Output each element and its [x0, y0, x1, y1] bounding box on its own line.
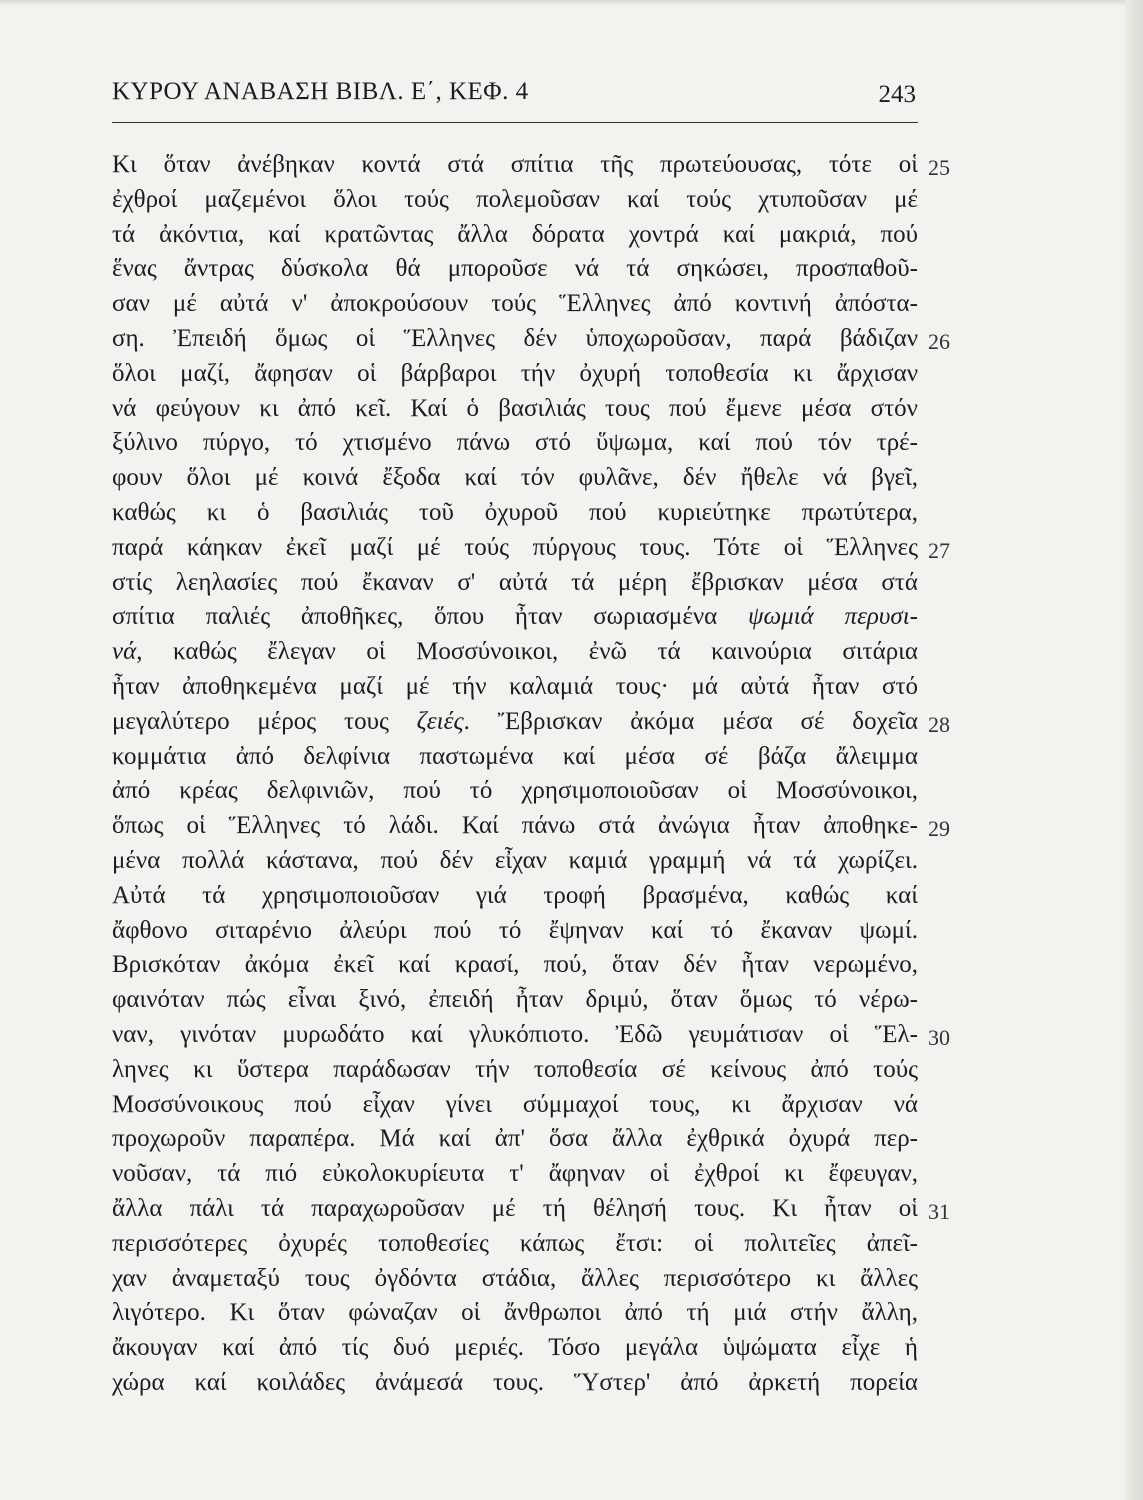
- text-line: παρά κάηκαν ἐκεῖ μαζί μέ τούς πύργους τους. Τότε οἱ Ἕλληνες: [112, 533, 918, 561]
- section-number: 30: [928, 1025, 950, 1050]
- text-line: ἐχθροί μαζεμένοι ὅλοι τούς πολεμοῦσαν καί τούς χτυποῦσαν μέ: [112, 185, 918, 213]
- italic-term: νά: [112, 638, 137, 666]
- page-top-edge: [0, 0, 1143, 6]
- text-line: προχωροῦν παραπέρα. Μά καί ἀπ' ὅσα ἄλλα ἐχθρικά ὀχυρά περ-: [112, 1125, 918, 1153]
- text-line: ση. Ἐπειδή ὅμως οἱ Ἕλληνες δέν ὑποχωροῦσαν, παρά βάδιζαν: [112, 324, 918, 352]
- text-line: Βρισκόταν ἀκόμα ἐκεῖ καί κρασί, πού, ὅταν δέν ἦταν νερωμένο,: [112, 951, 918, 979]
- text-line: καθώς κι ὁ βασιλιάς τοῦ ὀχυροῦ πού κυριεύτηκε πρωτύτερα,: [112, 498, 918, 526]
- italic-term: ζειές: [416, 707, 464, 735]
- section-number: 27: [928, 537, 950, 563]
- page-number: 243: [878, 81, 916, 108]
- text-line: ἄφθονο σιταρένιο ἀλεύρι πού τό ἔψηναν καί τό ἔκαναν ψωμί.: [112, 916, 918, 944]
- text-line: νά φεύγουν κι ἀπό κεῖ. Καί ὁ βασιλιάς τους πού ἔμενε μέσα στόν: [112, 394, 918, 422]
- text-line: ἦταν ἀποθηκεμένα μαζί μέ τήν καλαμιά τους· μά αὐτά ἦταν στό: [112, 672, 918, 700]
- text-line: ληνες κι ὕστερα παράδωσαν τήν τοποθεσία σέ κείνους ἀπό τούς: [112, 1055, 918, 1083]
- section-number: 31: [928, 1199, 950, 1224]
- text-line-part: νά, καθώς ἔλεγαν οἱ Μοσσύνοικοι, ἐνῶ τά καινούρια σιτάρια: [112, 638, 918, 666]
- text-line: Κι ὅταν ἀνέβηκαν κοντά στά σπίτια τῆς πρωτεύουσας, τότε οἱ: [112, 151, 918, 178]
- text-line: στίς λεηλασίες πού ἔκαναν σ' αὐτά τά μέρη ἔβρισκαν μέσα στά: [112, 568, 918, 596]
- italic-term: ψωμιά περυσι-: [747, 603, 918, 631]
- text-line: κομμάτια ἀπό δελφίνια παστωμένα καί μέσα σέ βάζα ἄλειμμα: [112, 742, 918, 770]
- section-number: 26: [928, 329, 950, 354]
- text-line: ἀπό κρέας δελφινιῶν, πού τό χρησιμοποιοῦσαν οἱ Μοσσύνοικοι,: [112, 777, 918, 805]
- text-line: [112, 600, 918, 635]
- text-line: [112, 705, 918, 740]
- section-number: 29: [928, 816, 950, 842]
- text-line-part: μεγαλύτερο μέρος τους ζειές. Ἔβρισκαν ἀκόμα μέσα σέ δοχεῖα: [112, 707, 918, 735]
- running-title: ΚΥΡΟΥ ΑΝΑΒΑΣΗ ΒΙΒΛ. Ε΄, ΚΕΦ. 4: [112, 78, 529, 105]
- section-number: 25: [928, 155, 950, 180]
- text-line: τά ἀκόντια, καί κρατῶντας ἄλλα δόρατα χοντρά καί μακριά, πού: [112, 220, 918, 248]
- text-line: χαν ἀναμεταξύ τους ὀγδόντα στάδια, ἄλλες περισσότερο κι ἄλλες: [112, 1264, 918, 1292]
- text-line: φουν ὅλοι μέ κοινά ἔξοδα καί τόν φυλᾶνε, δέν ἤθελε νά βγεῖ,: [112, 464, 918, 492]
- text-line: περισσότερες ὀχυρές τοποθεσίες κάπως ἔτσι: οἱ πολιτεῖες ἀπεῖ-: [112, 1229, 918, 1257]
- body-text: [112, 148, 918, 1401]
- text-line: χώρα καί κοιλάδες ἀνάμεσά τους. Ὕστερ' ἀπό ἀρκετή πορεία: [112, 1368, 918, 1396]
- text-line: νοῦσαν, τά πιό εὐκολοκυρίευτα τ' ἄφηναν οἱ ἐχθροί κι ἔφευγαν,: [112, 1160, 918, 1188]
- text-line: ἄκουγαν καί ἀπό τίς δυό μεριές. Τόσο μεγάλα ὑψώματα εἶχε ἡ: [112, 1334, 918, 1362]
- header-rule: [112, 122, 918, 123]
- text-line: Αὐτά τά χρησιμοποιοῦσαν γιά τροφή βρασμένα, καθώς καί: [112, 881, 918, 909]
- text-line: Μοσσύνοικους πού εἶχαν γίνει σύμμαχοί τους, κι ἄρχισαν νά: [112, 1090, 918, 1118]
- text-line-part: σπίτια παλιές ἀποθῆκες, ὅπου ἦταν σωριασμένα ψωμιά περυσι-: [112, 603, 918, 631]
- text-line: ἕνας ἄντρας δύσκολα θά μποροῦσε νά τά σηκώσει, προσπαθοῦ-: [112, 255, 918, 283]
- text-line: λιγότερο. Κι ὅταν φώναζαν οἱ ἄνθρωποι ἀπό τή μιά στήν ἄλλη,: [112, 1299, 918, 1327]
- text-line: ὅλοι μαζί, ἄφησαν οἱ βάρβαροι τήν ὀχυρή τοποθεσία κι ἄρχισαν: [112, 359, 918, 387]
- text-line: ὅπως οἱ Ἕλληνες τό λάδι. Καί πάνω στά ἀνώγια ἦταν ἀποθηκε-: [112, 812, 918, 840]
- text-line: σαν μέ αὐτά ν' ἀποκρούσουν τούς Ἕλληνες ἀπό κοντινή ἀπόστα-: [112, 290, 918, 318]
- page-right-edge: [1125, 0, 1143, 1500]
- text-line: ναν, γινόταν μυρωδάτο καί γλυκόπιοτο. Ἐδῶ γευμάτισαν οἱ Ἕλ-: [112, 1020, 918, 1048]
- text-line: μένα πολλά κάστανα, πού δέν εἶχαν καμιά γραμμή νά τά χωρίζει.: [112, 846, 918, 874]
- text-line: φαινόταν πώς εἶναι ξινό, ἐπειδή ἦταν δριμύ, ὅταν ὅμως τό νέρω-: [112, 986, 918, 1014]
- section-number: 28: [928, 711, 950, 737]
- text-line: ξύλινο πύργο, τό χτισμένο πάνω στό ὕψωμα, καί πού τόν τρέ-: [112, 429, 918, 457]
- text-line: [112, 635, 918, 670]
- text-line: ἄλλα πάλι τά παραχωροῦσαν μέ τή θέλησή τους. Κι ἦταν οἱ: [112, 1194, 918, 1222]
- running-header: [112, 78, 918, 118]
